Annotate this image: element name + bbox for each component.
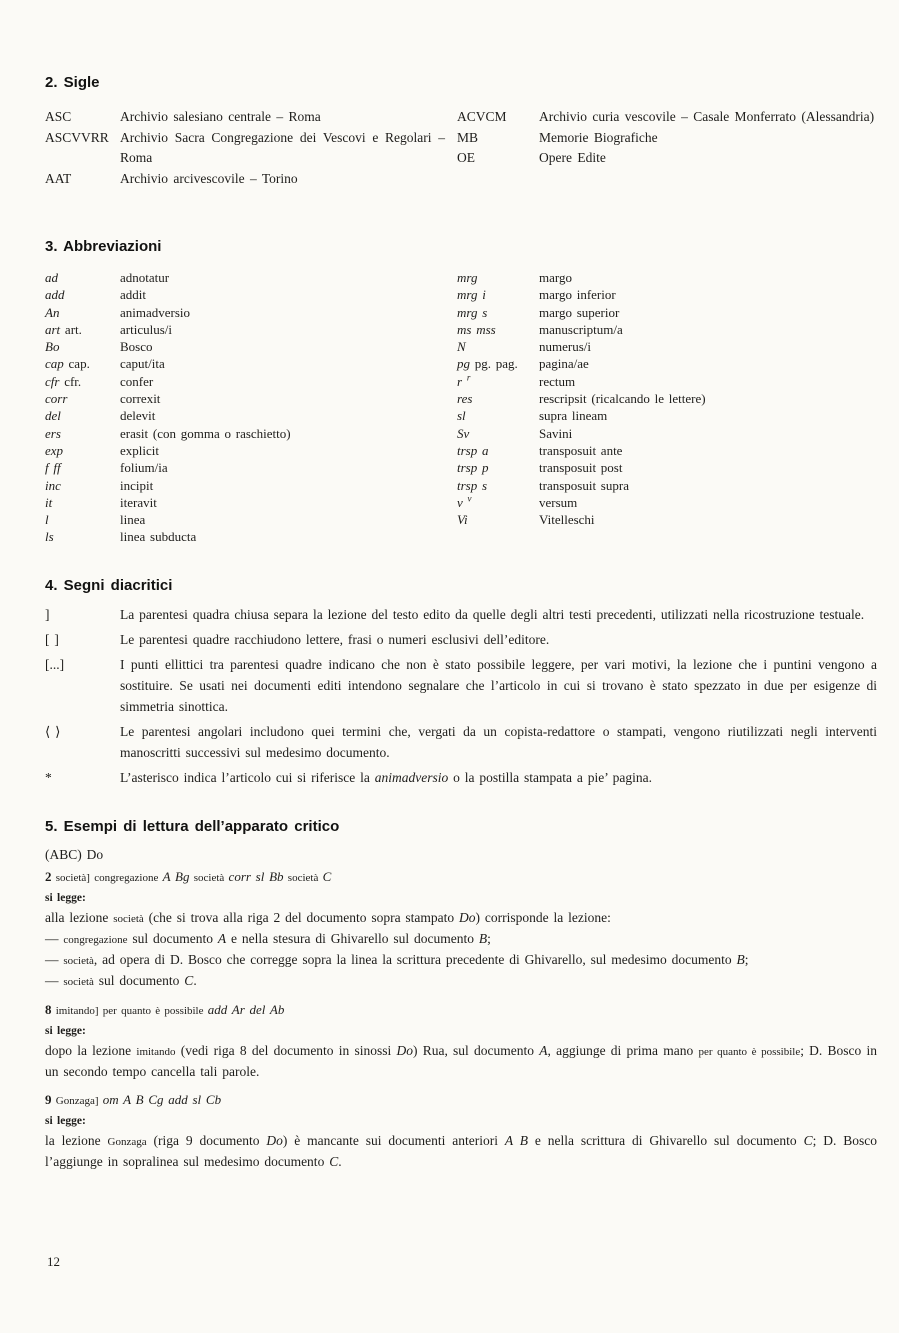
sigle-row xyxy=(457,148,877,169)
abbreviazione-description: confer xyxy=(120,373,154,389)
segni-list xyxy=(45,604,877,788)
esempi-intro: (ABC) Do xyxy=(45,846,104,862)
segni-heading: 4. Segni diacritici xyxy=(45,576,173,594)
abbreviazione-row xyxy=(457,477,877,494)
segno-symbol: * xyxy=(45,769,52,785)
abbreviazione-description: caput/ita xyxy=(120,356,165,372)
abbreviazione-term: Vi xyxy=(457,512,468,528)
sigla-description: Archivio salesiano centrale – Roma xyxy=(120,109,321,124)
abbreviazione-description: linea xyxy=(120,512,146,528)
abbreviazione-term: sl xyxy=(457,408,466,424)
abbreviazione-row xyxy=(457,373,877,390)
sigle-row xyxy=(45,169,445,190)
sigle-column-right xyxy=(457,107,877,189)
section-abbreviazioni xyxy=(45,238,877,546)
section-segni-diacritici xyxy=(45,577,877,788)
segno-row xyxy=(45,721,877,763)
abbreviazione-row xyxy=(457,321,877,338)
abbreviazione-row xyxy=(45,373,445,390)
esempi-explanation: dopo la lezione imitando (vedi riga 8 del documento in sinossi Do) Rua, sul documento A, aggiunge di prima mano per quanto è possibile; D. Bosco in un secondo tempo cancella tali parole. xyxy=(45,1042,877,1079)
segno-symbol: ] xyxy=(45,606,50,622)
abbreviazione-term: r $^r$ xyxy=(457,372,471,389)
abbreviazione-term: mrg i xyxy=(457,287,486,303)
abbreviazione-row xyxy=(45,407,445,424)
segno-description: L’asterisco indica l’articolo cui si riferisce la animadversio o la postilla stampata a pie’ pagina. xyxy=(120,769,652,785)
abbreviazione-description: iteravit xyxy=(120,494,157,510)
abbreviazione-description: Bosco xyxy=(120,339,153,355)
abbreviazione-description: incipit xyxy=(120,477,154,493)
abbreviazione-description: transposuit ante xyxy=(539,442,623,458)
segno-row xyxy=(45,604,877,625)
sigla-term: OE xyxy=(457,150,475,165)
abbreviazioni-heading: 3. Abbreviazioni xyxy=(45,238,162,255)
esempi-explanation: alla lezione società (che si trova alla riga 2 del documento sopra stampato Do) corrisponde la lezione: xyxy=(45,909,611,925)
abbreviazione-row xyxy=(457,459,877,476)
abbreviazione-term: v $^v$ xyxy=(457,493,472,510)
apparatus-entry: 9 Gonzaga] om A B Cg add sl Cb xyxy=(45,1091,222,1107)
segno-symbol: ⟨ ⟩ xyxy=(45,723,61,739)
abbreviazione-description: pagina/ae xyxy=(539,356,589,372)
abbreviazione-term: trsp p xyxy=(457,460,489,476)
sigle-heading: 2. Sigle xyxy=(45,74,100,91)
abbreviazione-description: explicit xyxy=(120,442,159,458)
abbreviazione-term: art art. xyxy=(45,321,82,337)
page-number: 12 xyxy=(47,1254,60,1269)
abbreviazione-term: An xyxy=(45,304,60,320)
abbreviazione-term: cfr cfr. xyxy=(45,373,82,389)
abbreviazione-description: numerus/i xyxy=(539,339,591,355)
abbreviazione-row xyxy=(457,269,877,286)
sigla-term: ASCVVRR xyxy=(45,129,109,145)
abbreviazione-row xyxy=(45,494,445,511)
sigla-term: ACVCM xyxy=(457,109,507,124)
abbreviazione-term: it xyxy=(45,494,53,510)
abbreviazione-term: cap cap. xyxy=(45,356,90,372)
sigle-column-left xyxy=(45,107,445,189)
abbreviazione-row xyxy=(457,355,877,372)
abbreviazione-term: inc xyxy=(45,477,61,493)
abbreviazione-description: adnotatur xyxy=(120,270,170,285)
abbreviazione-description: folium/ia xyxy=(120,460,168,476)
abbreviazione-term: trsp a xyxy=(457,442,489,458)
si-legge-label: si legge: xyxy=(45,1114,86,1127)
abbreviazione-row xyxy=(45,355,445,372)
segno-description: La parentesi quadra chiusa separa la lezione del testo edito da quelle degli altri testi precedenti, utilizzati nella ricostruzione testuale. xyxy=(120,606,865,622)
abbreviazione-description: delevit xyxy=(120,408,156,424)
abbreviazione-description: Savini xyxy=(539,425,573,441)
segno-row xyxy=(45,654,877,717)
abbreviazione-term: ad xyxy=(45,270,58,285)
abbreviazioni-table xyxy=(45,269,877,546)
abbreviazione-row xyxy=(45,269,445,286)
segno-description: I punti ellittici tra parentesi quadre indicano che non è stato possibile leggere, per vari motivi, la lezione che i puntini vengono a sostituire. Se usati nei documenti editi intendono segnalare che l’articolo in cui si trovano è stato spezzato in due per esigenze di simmetria sinottica. xyxy=(120,656,877,714)
abbreviazione-term: f ff xyxy=(45,460,61,476)
abbreviazione-term: ers xyxy=(45,425,61,441)
sigla-term: MB xyxy=(457,129,479,145)
abbreviazione-row xyxy=(45,459,445,476)
abbreviazione-term: add xyxy=(45,287,65,303)
abbreviazioni-column-right xyxy=(457,269,877,546)
abbreviazione-row xyxy=(45,286,445,303)
si-legge-label: si legge: xyxy=(45,1024,86,1037)
sigla-term: AAT xyxy=(45,170,72,186)
abbreviazione-description: transposuit supra xyxy=(539,477,629,493)
section-sigle xyxy=(45,74,877,189)
abbreviazione-description: margo superior xyxy=(539,304,620,320)
abbreviazione-row xyxy=(45,321,445,338)
abbreviazione-description: margo inferior xyxy=(539,287,616,303)
si-legge-label: si legge: xyxy=(45,891,86,904)
abbreviazione-row xyxy=(45,477,445,494)
abbreviazione-term: ls xyxy=(45,529,54,545)
abbreviazione-row xyxy=(45,304,445,321)
esempi-explanation: la lezione Gonzaga (riga 9 documento Do) è mancante sui documenti anteriori A B e nella scrittura di Ghivarello sul documento C; D. Bosco l’aggiunge in sopralinea sul medesimo documento C. xyxy=(45,1132,877,1169)
abbreviazione-term: Bo xyxy=(45,339,60,355)
abbreviazioni-column-left xyxy=(45,269,445,546)
abbreviazione-row xyxy=(457,304,877,321)
abbreviazione-term: res xyxy=(457,391,473,407)
sigle-row xyxy=(457,128,877,149)
sigla-description: Archivio curia vescovile – Casale Monferrato (Alessandria) xyxy=(539,109,875,124)
abbreviazione-term: pg pg. pag. xyxy=(457,356,518,372)
abbreviazione-term: del xyxy=(45,408,61,424)
abbreviazione-term: Sv xyxy=(457,425,470,441)
abbreviazione-row xyxy=(457,494,877,511)
abbreviazione-row xyxy=(45,425,445,442)
segno-description: Le parentesi quadre racchiudono lettere, frasi o numeri esclusivi dell’editore. xyxy=(120,631,550,647)
sigla-description: Archivio arcivescovile – Torino xyxy=(120,170,298,186)
abbreviazione-row xyxy=(457,442,877,459)
abbreviazione-description: rescripsit (ricalcando le lettere) xyxy=(539,391,706,407)
esempi-dash-line: — congregazione sul documento A e nella stesura di Ghivarello sul documento B; xyxy=(45,930,491,946)
abbreviazione-row xyxy=(457,390,877,407)
abbreviazione-row xyxy=(45,390,445,407)
apparatus-entry: 8 imitando] per quanto è possibile add Ar del Ab xyxy=(45,1001,285,1017)
apparatus-entry: 2 società] congregazione A Bg società corr sl Bb società C xyxy=(45,868,332,884)
abbreviazione-term: l xyxy=(45,512,49,528)
abbreviazione-row xyxy=(45,528,445,545)
sigla-term: ASC xyxy=(45,109,72,124)
book-page xyxy=(0,74,899,1172)
sigle-table xyxy=(45,107,877,189)
abbreviazione-description: rectum xyxy=(539,373,576,389)
abbreviazione-description: correxit xyxy=(120,391,161,407)
sigla-description: Archivio Sacra Congregazione dei Vescovi e Regolari – Roma xyxy=(120,129,445,165)
abbreviazione-row xyxy=(457,286,877,303)
abbreviazione-term: exp xyxy=(45,442,64,458)
sigle-row xyxy=(457,107,877,128)
abbreviazione-row xyxy=(457,338,877,355)
abbreviazione-description: versum xyxy=(539,494,578,510)
abbreviazione-row xyxy=(45,442,445,459)
segno-symbol: [...] xyxy=(45,656,65,672)
abbreviazione-description: margo xyxy=(539,270,572,285)
sigle-row xyxy=(45,128,445,169)
abbreviazione-description: manuscriptum/a xyxy=(539,321,623,337)
abbreviazione-row xyxy=(457,407,877,424)
abbreviazione-description: transposuit post xyxy=(539,460,623,476)
abbreviazione-description: linea subducta xyxy=(120,529,197,545)
abbreviazione-description: Vitelleschi xyxy=(539,512,595,528)
abbreviazione-term: ms mss xyxy=(457,321,496,337)
sigla-description: Opere Edite xyxy=(539,150,606,165)
segno-description: Le parentesi angolari includono quei termini che, vergati da un copista-redattore o stampati, vengono riutilizzati negli interventi manoscritti successivi sul medesimo documento. xyxy=(120,723,877,760)
abbreviazione-description: animadversio xyxy=(120,304,191,320)
abbreviazione-row xyxy=(45,338,445,355)
abbreviazione-description: addit xyxy=(120,287,146,303)
abbreviazione-term: corr xyxy=(45,391,68,407)
abbreviazione-term: trsp s xyxy=(457,477,488,493)
sigla-description: Memorie Biografiche xyxy=(539,129,658,145)
esempi-heading: 5. Esempi di lettura dell’apparato critico xyxy=(45,817,340,835)
abbreviazione-description: erasit (con gomma o raschietto) xyxy=(120,425,291,441)
abbreviazione-term: N xyxy=(457,339,466,355)
abbreviazione-description: articulus/i xyxy=(120,321,172,337)
abbreviazione-term: mrg s xyxy=(457,304,488,320)
abbreviazione-row xyxy=(457,511,877,528)
sigle-row xyxy=(45,107,445,128)
segno-row xyxy=(45,629,877,650)
section-esempi xyxy=(45,818,877,1172)
abbreviazione-row xyxy=(45,511,445,528)
esempi-dash-line: — società sul documento C. xyxy=(45,972,197,988)
abbreviazione-row xyxy=(457,425,877,442)
esempi-dash-line: — società, ad opera di D. Bosco che corregge sopra la linea la scrittura precedente di Ghivarello, sul medesimo documento B; xyxy=(45,951,749,967)
segno-row xyxy=(45,767,877,788)
segno-symbol: [ ] xyxy=(45,631,59,647)
abbreviazione-description: supra lineam xyxy=(539,408,608,424)
abbreviazione-term: mrg xyxy=(457,270,478,285)
